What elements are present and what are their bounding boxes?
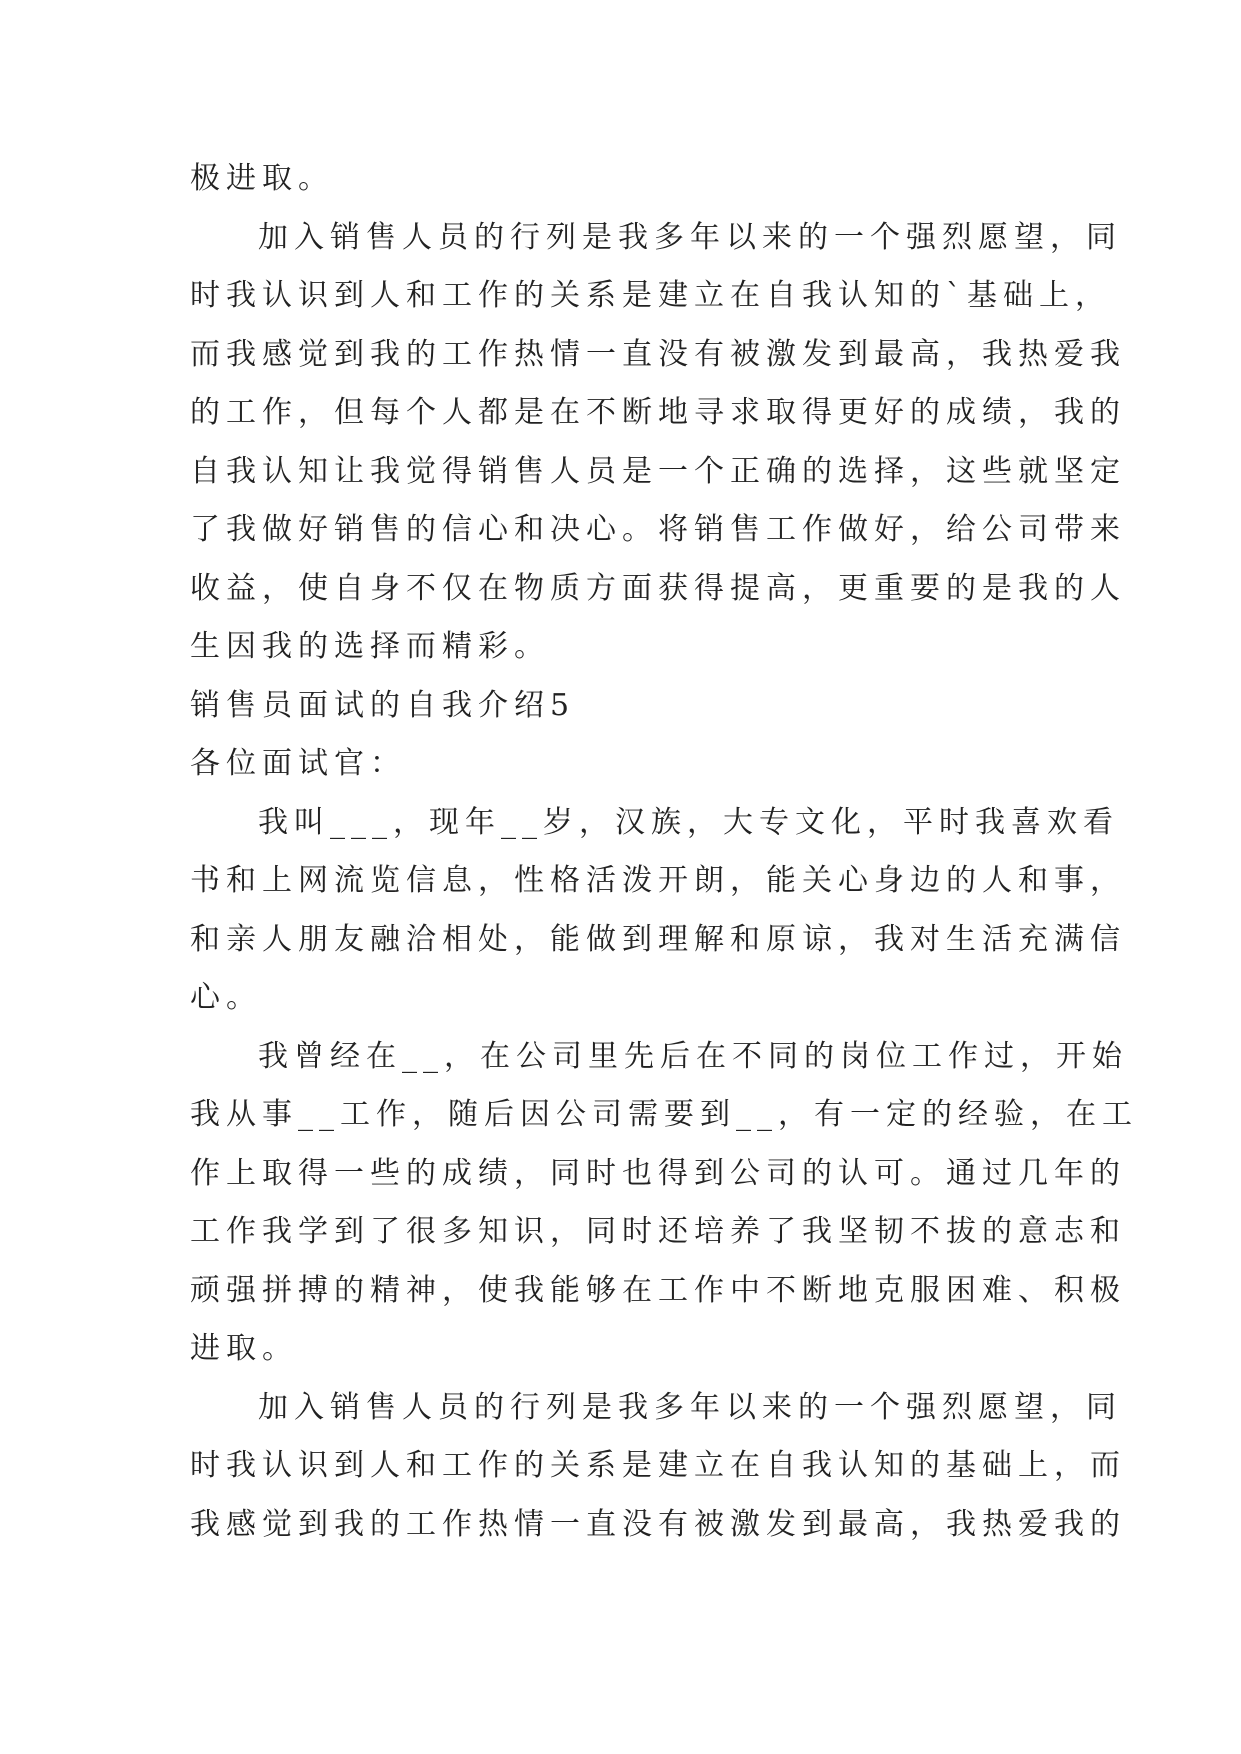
- text-line: 工作我学到了很多知识，同时还培养了我坚韧不拔的意志和: [190, 1214, 1126, 1249]
- paragraph-start-line: 加入销售人员的行列是我多年以来的一个强烈愿望，同: [258, 1389, 1122, 1425]
- text-line: 书和上网流览信息，性格活泼开朗，能关心身边的人和事，: [190, 863, 1126, 898]
- paragraph-start-line: 我叫___，现年__岁，汉族，大专文化，平时我喜欢看: [258, 804, 1119, 840]
- text-line: 时我认识到人和工作的关系是建立在自我认知的`基础上，: [190, 278, 1111, 313]
- text-line: 顽强拼搏的精神，使我能够在工作中不断地克服困难、积极: [190, 1272, 1126, 1308]
- text-line: 和亲人朋友融洽相处，能做到理解和原谅，我对生活充满信: [190, 921, 1126, 957]
- text-line: 作上取得一些的成绩，同时也得到公司的认可。通过几年的: [190, 1155, 1126, 1191]
- text-line: 收益，使自身不仅在物质方面获得提高，更重要的是我的人: [190, 570, 1126, 606]
- text-line: 自我认知让我觉得销售人员是一个正确的选择，这些就坚定: [190, 453, 1126, 489]
- paragraph-start-line: 加入销售人员的行列是我多年以来的一个强烈愿望，同: [258, 219, 1122, 255]
- text-line: 我从事__工作，随后因公司需要到__，有一定的经验，在工: [190, 1097, 1138, 1132]
- section-heading: 销售员面试的自我介绍5: [190, 687, 576, 723]
- text-line: 时我认识到人和工作的关系是建立在自我认知的基础上，而: [190, 1448, 1126, 1483]
- text-line: 而我感觉到我的工作热情一直没有被激发到最高，我热爱我: [190, 336, 1126, 372]
- document-page: [190, 150, 1138, 1554]
- text-line: 进取。: [190, 1331, 298, 1366]
- text-line: 我感觉到我的工作热情一直没有被激发到最高，我热爱我的: [190, 1506, 1126, 1542]
- paragraph-start-line: 我曾经在__，在公司里先后在不同的岗位工作过，开始: [258, 1038, 1128, 1074]
- text-line: 生因我的选择而精彩。: [190, 629, 550, 664]
- text-line: 的工作，但每个人都是在不断地寻求取得更好的成绩，我的: [190, 395, 1126, 430]
- text-line: 心。: [190, 980, 262, 1015]
- text-line: 了我做好销售的信心和决心。将销售工作做好，给公司带来: [190, 512, 1126, 547]
- salutation: 各位面试官：: [190, 746, 406, 781]
- text-line: 极进取。: [190, 161, 334, 196]
